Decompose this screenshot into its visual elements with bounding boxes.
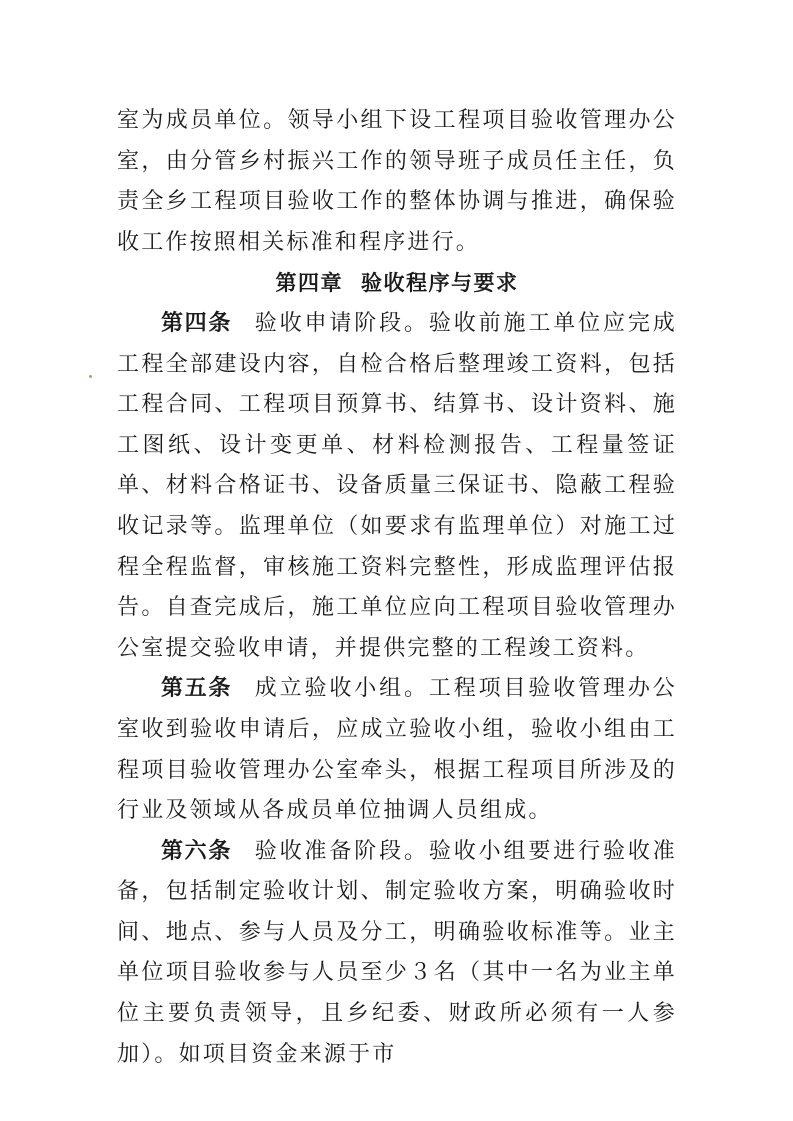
article-label: 第五条 xyxy=(161,676,233,702)
article-label: 第四条 xyxy=(161,310,233,336)
opening-paragraph: 室为成员单位。领导小组下设工程项目验收管理办公室，由分管乡村振兴工作的领导班子成员任主任，负责全乡工程项目验收工作的整体协调与推进，确保验收工作按照相关标准和程序进行。 xyxy=(117,108,677,255)
article-text: 验收申请阶段。验收前施工单位应完成工程全部建设内容，自检合格后整理竣工资料，包括工程合同、工程项目预算书、结算书、设计资料、施工图纸、设计变更单、材料检测报告、工程量签证单、材料合格证书、设备质量三保证书、隐蔽工程验收记录等。监理单位（如要求有监理单位）对施工过程全程监督，审核施工资料完整性，形成监理评估报告。自查完成后，施工单位应向工程项目验收管理办公室提交验收申请，并提供完整的工程竣工资料。 xyxy=(117,310,677,661)
article-paragraph-5 xyxy=(117,669,677,831)
article-paragraph-4 xyxy=(117,304,677,669)
chapter-number: 第四章 xyxy=(275,271,343,296)
chapter-heading xyxy=(117,263,677,304)
article-text: 成立验收小组。工程项目验收管理办公室收到验收申请后，应成立验收小组，验收小组由工程项目验收管理办公室牵头，根据工程项目所涉及的行业及领域从各成员单位抽调人员组成。 xyxy=(117,676,677,824)
article-paragraph-6 xyxy=(117,832,677,1076)
chapter-title-text: 验收程序与要求 xyxy=(361,271,519,296)
article-label: 第六条 xyxy=(161,838,233,864)
article-text: 验收准备阶段。验收小组要进行验收准备，包括制定验收计划、制定验收方案，明确验收时间、地点、参与人员及分工，明确验收标准等。业主单位项目验收参与人员至少３名（其中一名为业主单位主要负责领导，且乡纪委、财政所必须有一人参加）。如项目资金来源于市 xyxy=(117,838,677,1067)
document-page xyxy=(117,101,677,1075)
scan-speck xyxy=(89,375,92,378)
